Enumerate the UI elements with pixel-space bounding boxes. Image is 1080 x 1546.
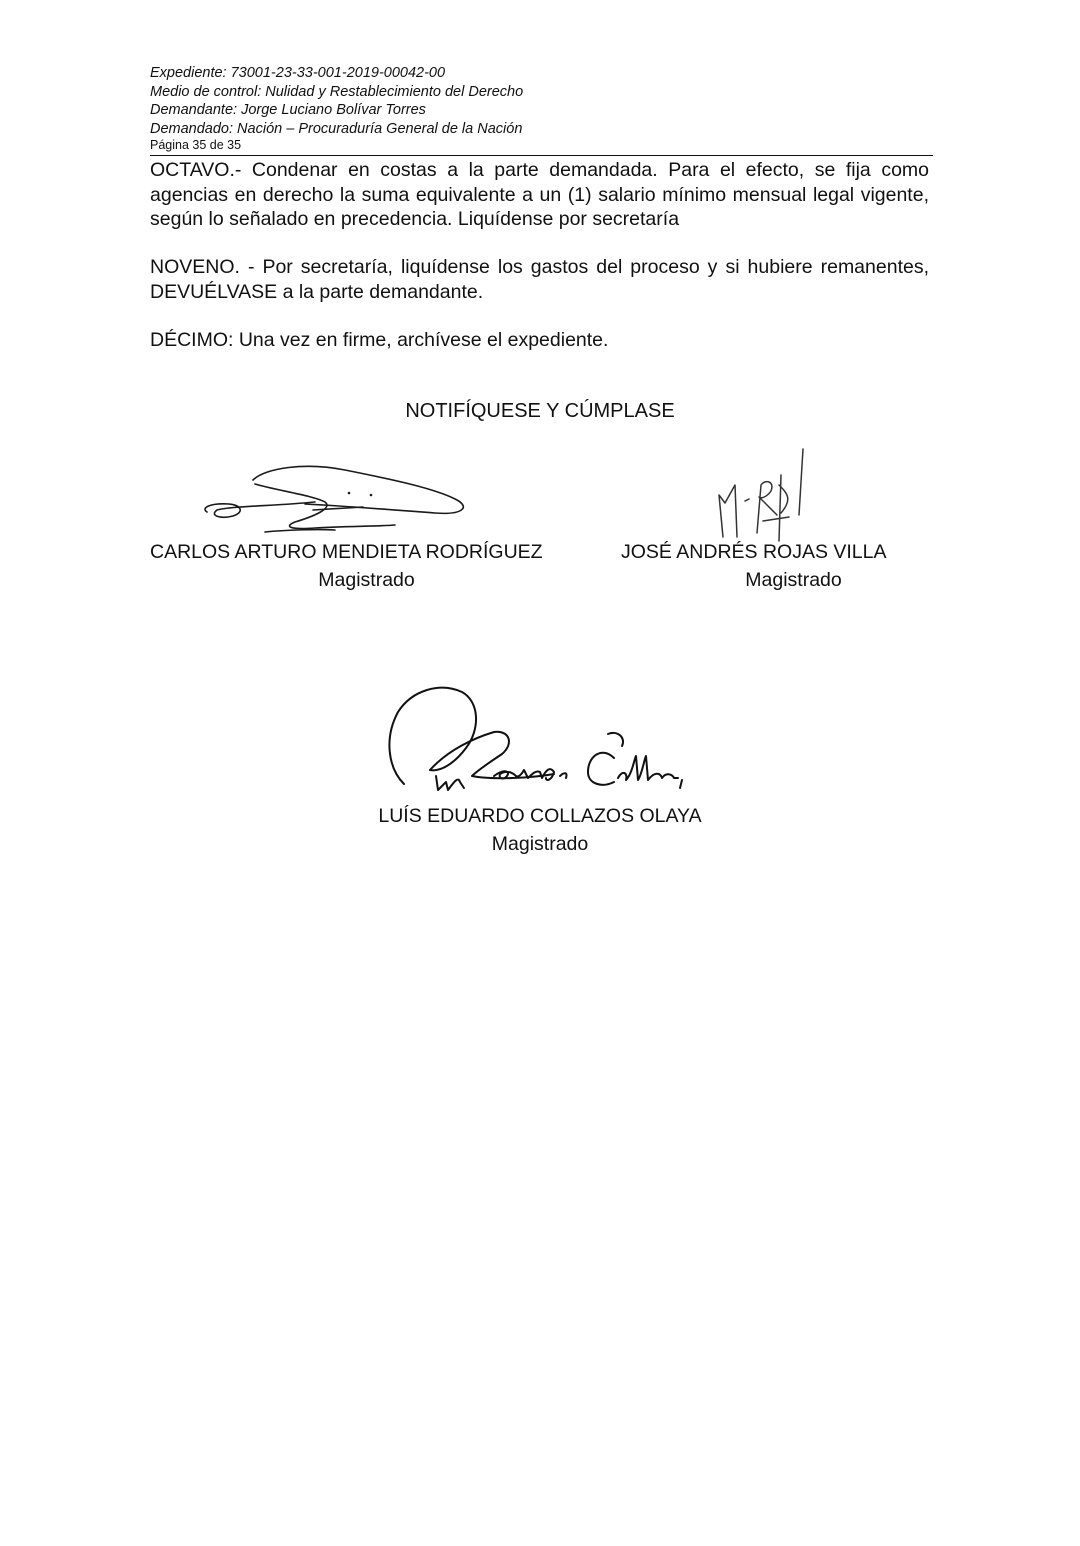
document-header (150, 64, 933, 152)
signatory-role-mendieta: Magistrado (318, 569, 415, 591)
signature-mendieta (195, 460, 475, 535)
control-medium: Medio de control: Nulidad y Restablecimiento del Derecho (150, 83, 524, 100)
page-number: Página 35 de 35 (150, 138, 242, 152)
signatory-name-collazos: LUÍS EDUARDO COLLAZOS OLAYA (378, 805, 702, 827)
signatory-name-mendieta: CARLOS ARTURO MENDIETA RODRÍGUEZ (150, 541, 543, 563)
header-divider (150, 155, 933, 156)
signatory-role-rojas: Magistrado (745, 569, 842, 591)
signatory-role-collazos: Magistrado (491, 833, 589, 855)
signatory-name-rojas: JOSÉ ANDRÉS ROJAS VILLA (621, 541, 887, 563)
defendant: Demandado: Nación – Procuraduría General de la Nación (150, 120, 523, 137)
signature-collazos (382, 678, 702, 808)
case-number: Expediente: 73001-23-33-001-2019-00042-00 (150, 65, 446, 81)
paragraph-decimo: DÉCIMO: Una vez en firme, archívese el expediente. (150, 329, 609, 351)
closing-formula: NOTIFÍQUESE Y CÚMPLASE (405, 400, 675, 422)
paragraph-noveno: NOVENO. - Por secretaría, liquídense los gastos del proceso y si hubiere remanentes, DEVUÉLVASE a la parte demandante. (150, 256, 929, 303)
paragraph-octavo: OCTAVO.- Condenar en costas a la parte demandada. Para el efecto, se fija como agencias en derecho la suma equivalente a un (1) salario mínimo mensual legal vigente, según lo señalado en precedencia. Liquídense por secretaría (150, 159, 929, 230)
plaintiff: Demandante: Jorge Luciano Bolívar Torres (150, 102, 426, 118)
signature-rojas (705, 445, 830, 545)
